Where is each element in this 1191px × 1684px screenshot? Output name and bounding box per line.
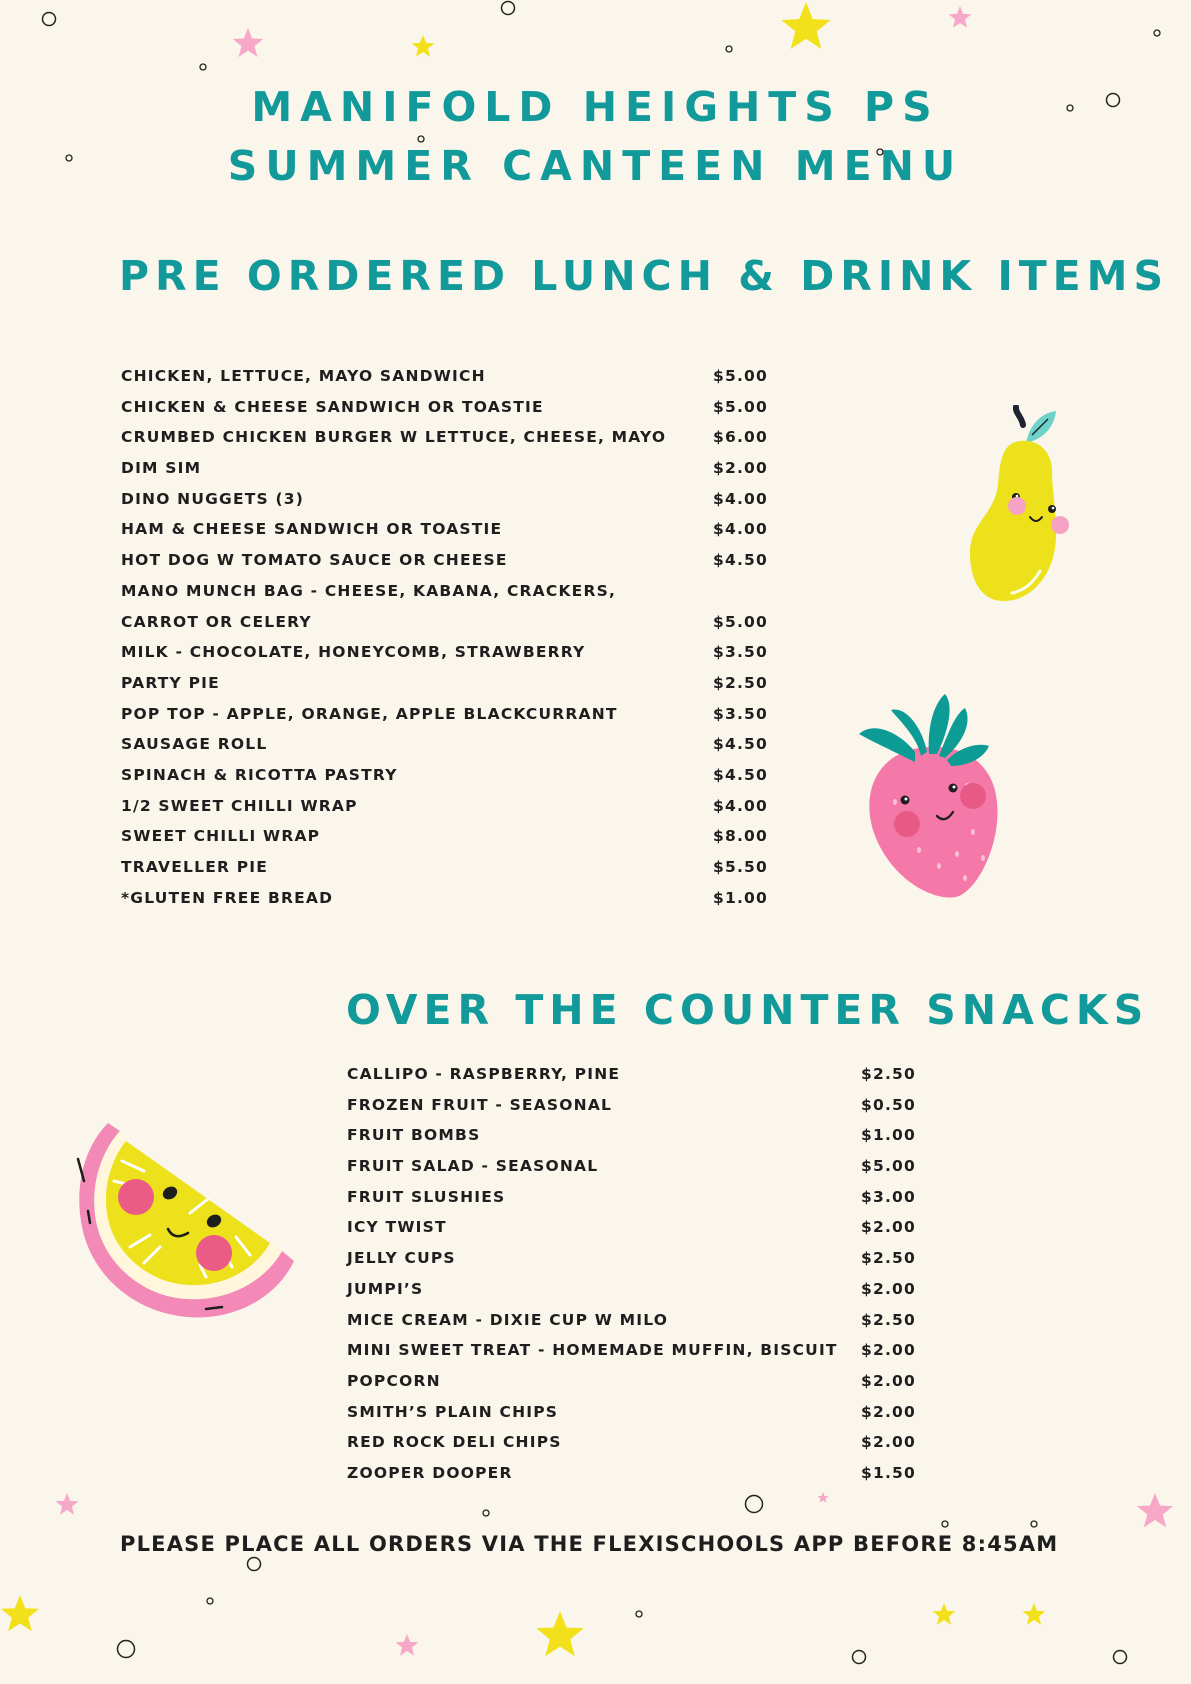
menu-item <box>347 1458 947 1489</box>
menu-item <box>121 514 781 545</box>
menu-item-name: MINI SWEET TREAT - HOMEMADE MUFFIN, BISCUIT <box>347 1341 838 1360</box>
menu-item-name: POP TOP - APPLE, ORANGE, APPLE BLACKCURRANT <box>121 704 618 723</box>
menu-item <box>347 1182 947 1213</box>
menu-item-price: $2.50 <box>713 673 769 692</box>
menu-item <box>347 1366 947 1397</box>
preorder-heading: PRE ORDERED LUNCH & DRINK ITEMS <box>119 252 1170 300</box>
menu-item <box>347 1151 947 1182</box>
menu-item-price: $2.50 <box>861 1065 917 1083</box>
menu-item <box>121 729 781 760</box>
menu-item-name: CRUMBED CHICKEN BURGER W LETTUCE, CHEESE, MAYO <box>121 428 667 447</box>
menu-item <box>121 361 781 392</box>
menu-item-price: $1.00 <box>861 1126 917 1145</box>
menu-item <box>121 392 781 423</box>
menu-item <box>347 1090 947 1121</box>
menu-item <box>347 1305 947 1336</box>
menu-item-name: SMITH’S PLAIN CHIPS <box>347 1402 559 1421</box>
menu-item-name: DINO NUGGETS (3) <box>121 489 305 508</box>
menu-item <box>121 791 781 822</box>
menu-item-name: MICE CREAM - DIXIE CUP W MILO <box>347 1310 669 1329</box>
menu-item-price: $0.50 <box>861 1095 917 1114</box>
menu-item-name: 1/2 SWEET CHILLI WRAP <box>121 796 358 815</box>
menu-item <box>347 1397 947 1428</box>
menu-item <box>121 699 781 730</box>
menu-item-name: PARTY PIE <box>121 673 220 692</box>
menu-item-price: $5.50 <box>713 858 769 876</box>
menu-item-name: POPCORN <box>347 1371 441 1390</box>
menu-item <box>121 637 781 668</box>
menu-item-name: JELLY CUPS <box>347 1249 456 1268</box>
menu-item-price: $3.50 <box>713 704 769 723</box>
menu-item <box>347 1120 947 1151</box>
menu-item <box>347 1274 947 1305</box>
menu-item <box>121 883 781 914</box>
menu-item-name: FRUIT BOMBS <box>347 1126 481 1145</box>
menu-item-name: RED ROCK DELI CHIPS <box>347 1433 562 1452</box>
menu-item-name: FRUIT SLUSHIES <box>347 1187 506 1206</box>
menu-item-price: $5.00 <box>713 397 769 416</box>
menu-item-price: $3.00 <box>861 1187 917 1206</box>
lemon-slice-icon <box>70 1117 300 1327</box>
menu-item <box>121 607 781 638</box>
menu-item-price: $5.00 <box>713 612 769 631</box>
menu-item <box>347 1059 947 1090</box>
menu-item <box>121 422 781 453</box>
menu-item-price: $4.00 <box>713 520 769 539</box>
menu-item-price: $8.00 <box>713 827 769 846</box>
menu-item-name: MILK - CHOCOLATE, HONEYCOMB, STRAWBERRY <box>121 643 586 662</box>
menu-item-price: $2.00 <box>861 1433 917 1452</box>
menu-item-name: FROZEN FRUIT - SEASONAL <box>347 1095 613 1114</box>
menu-item-price: $2.00 <box>713 459 769 478</box>
menu-item-price: $4.00 <box>713 796 769 815</box>
menu-item-price: $2.00 <box>861 1218 917 1237</box>
pear-icon <box>960 405 1100 605</box>
menu-item-price: $2.00 <box>861 1402 917 1421</box>
menu-item-name: DIM SIM <box>121 459 202 478</box>
menu-item <box>121 852 781 883</box>
menu-item-name: JUMPI’S <box>347 1279 424 1298</box>
page-title-line2: SUMMER CANTEEN MENU <box>227 142 964 190</box>
menu-item-name: CHICKEN & CHEESE SANDWICH OR TOASTIE <box>121 397 544 416</box>
menu-item-price: $2.00 <box>861 1279 917 1298</box>
counter-heading: OVER THE COUNTER SNACKS <box>346 986 1150 1034</box>
menu-item <box>121 821 781 852</box>
menu-item <box>347 1243 947 1274</box>
menu-item-price: $4.50 <box>713 765 769 784</box>
menu-item-price: $2.50 <box>861 1310 917 1329</box>
page-title <box>0 78 1191 196</box>
menu-item <box>121 760 781 791</box>
menu-item-price: $4.50 <box>713 735 769 754</box>
menu-item-name: FRUIT SALAD - SEASONAL <box>347 1157 599 1176</box>
menu-item-name: CHICKEN, LETTUCE, MAYO SANDWICH <box>121 367 486 385</box>
menu-item <box>121 576 781 607</box>
preorder-menu-list <box>121 361 781 913</box>
menu-item <box>121 484 781 515</box>
menu-item-name: HAM & CHEESE SANDWICH OR TOASTIE <box>121 520 503 539</box>
menu-item-price: $6.00 <box>713 428 769 447</box>
menu-item-price: $3.50 <box>713 643 769 662</box>
menu-item <box>121 453 781 484</box>
menu-item-price: $5.00 <box>713 367 769 385</box>
menu-item <box>121 668 781 699</box>
menu-item <box>347 1335 947 1366</box>
strawberry-icon <box>855 690 1005 900</box>
counter-menu-list <box>347 1059 947 1489</box>
menu-item-price: $4.00 <box>713 489 769 508</box>
menu-item-price: $2.50 <box>861 1249 917 1268</box>
menu-item-name: SAUSAGE ROLL <box>121 735 268 754</box>
menu-item-name: MANO MUNCH BAG - CHEESE, KABANA, CRACKERS, <box>121 581 617 600</box>
menu-item-name: HOT DOG W TOMATO SAUCE OR CHEESE <box>121 551 508 570</box>
menu-item-name: SPINACH & RICOTTA PASTRY <box>121 765 398 784</box>
menu-item-price: $2.00 <box>861 1341 917 1360</box>
menu-item-price: $5.00 <box>861 1157 917 1176</box>
menu-item-price: $1.00 <box>713 888 769 907</box>
menu-item-price: $1.50 <box>861 1463 917 1482</box>
order-instructions: PLEASE PLACE ALL ORDERS VIA THE FLEXISCHOOLS APP BEFORE 8:45AM <box>120 1532 1059 1556</box>
menu-item <box>347 1212 947 1243</box>
menu-item-name: TRAVELLER PIE <box>121 858 269 876</box>
menu-item-price: $4.50 <box>713 551 769 570</box>
menu-item-name: ZOOPER DOOPER <box>347 1463 513 1482</box>
menu-item <box>121 545 781 576</box>
menu-item-name: ICY TWIST <box>347 1218 447 1237</box>
menu-item-name: CARROT OR CELERY <box>121 612 312 631</box>
menu-item-price: $2.00 <box>861 1371 917 1390</box>
menu-item-name: *GLUTEN FREE BREAD <box>121 888 334 907</box>
menu-item-name: SWEET CHILLI WRAP <box>121 827 321 846</box>
page-title-line1: MANIFOLD HEIGHTS PS <box>251 83 940 131</box>
menu-item-name: CALLIPO - RASPBERRY, PINE <box>347 1065 621 1083</box>
menu-item <box>347 1427 947 1458</box>
